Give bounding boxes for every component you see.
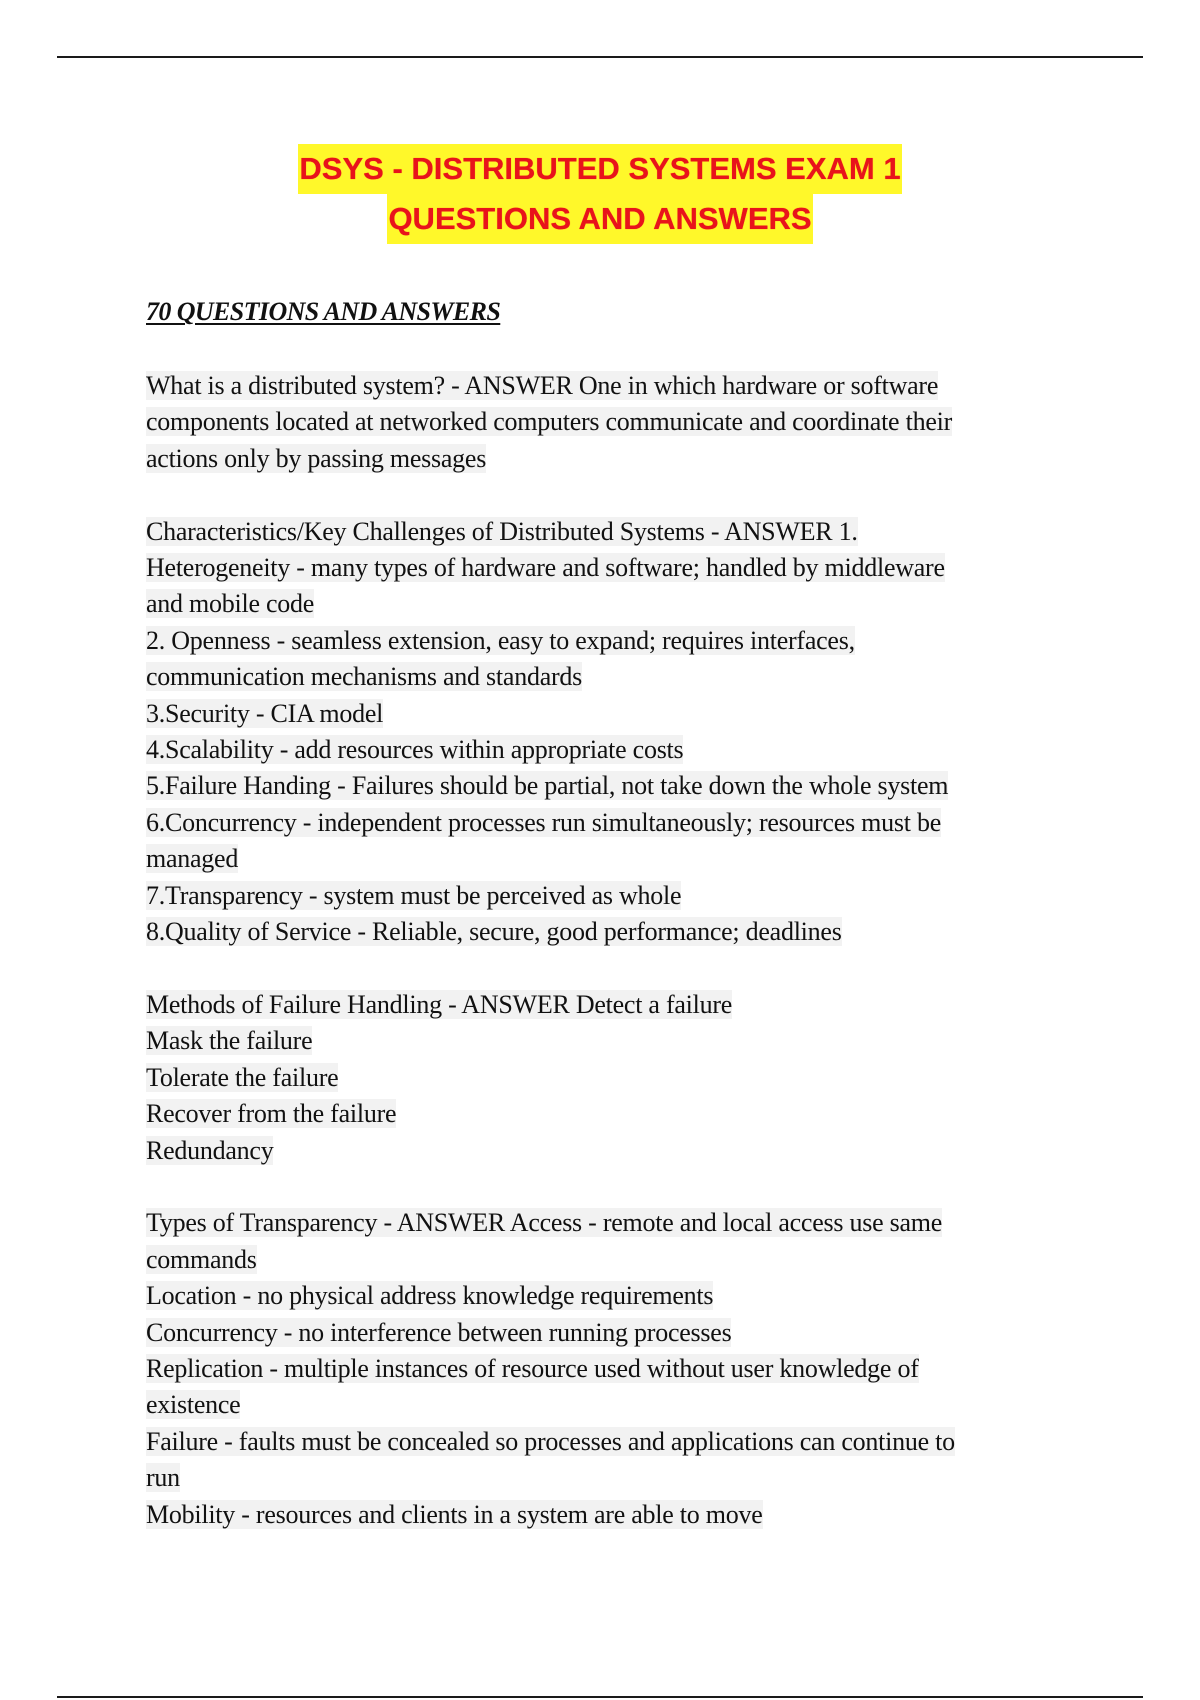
qa-line-text: 8.Quality of Service - Reliable, secure, good performance; deadlines	[146, 917, 842, 947]
qa-line-text: and mobile code	[146, 589, 315, 619]
qa-line-text: Heterogeneity - many types of hardware and software; handled by middleware	[146, 553, 945, 583]
qa-line-text: 5.Failure Handing - Failures should be partial, not take down the whole system	[146, 771, 949, 801]
qa-line	[146, 732, 1046, 768]
qa-line-text: 6.Concurrency - independent processes run simultaneously; resources must be	[146, 807, 941, 837]
qa-line	[146, 368, 1046, 404]
qa-line	[146, 1023, 1046, 1059]
qa-line	[146, 1497, 1046, 1533]
subheading: 70 QUESTIONS AND ANSWERS	[146, 297, 501, 326]
qa-line-text: Replication - multiple instances of resource used without user knowledge of	[146, 1353, 919, 1383]
qa-line	[146, 659, 1046, 695]
qa-line	[146, 805, 1046, 841]
qa-line-text: actions only by passing messages	[146, 443, 487, 473]
qa-line-text: Mask the failure	[146, 1026, 313, 1056]
qa-line	[146, 1387, 1046, 1423]
qa-line-text: components located at networked computers communicate and coordinate their	[146, 407, 952, 437]
qa-line-text: What is a distributed system? - ANSWER One in which hardware or software	[146, 371, 939, 400]
qa-block	[146, 368, 1046, 477]
qa-line-text: run	[146, 1463, 180, 1493]
top-rule	[57, 56, 1143, 58]
qa-line-text: Tolerate the failure	[146, 1062, 339, 1092]
qa-line-text: Concurrency - no interference between running processes	[146, 1317, 732, 1347]
bottom-rule	[57, 1696, 1143, 1698]
qa-line-text: Redundancy	[146, 1135, 274, 1165]
qa-block	[146, 987, 1046, 1169]
qa-line-text: Mobility - resources and clients in a system are able to move	[146, 1499, 763, 1529]
qa-line	[146, 1133, 1046, 1169]
qa-line	[146, 878, 1046, 914]
qa-line	[146, 550, 1046, 586]
qa-line	[146, 841, 1046, 877]
qa-line	[146, 768, 1046, 804]
qa-line	[146, 586, 1046, 622]
qa-block	[146, 1205, 1046, 1533]
qa-line-text: communication mechanisms and standards	[146, 662, 583, 692]
qa-line	[146, 1351, 1046, 1387]
qa-line	[146, 1460, 1046, 1496]
qa-line	[146, 1242, 1046, 1278]
qa-line-text: existence	[146, 1390, 241, 1420]
qa-line-text: 2. Openness - seamless extension, easy to expand; requires interfaces,	[146, 625, 855, 655]
title-line-2: QUESTIONS AND ANSWERS	[387, 194, 812, 244]
qa-line-text: managed	[146, 844, 239, 874]
qa-line-text: Failure - faults must be concealed so processes and applications can continue to	[146, 1426, 955, 1456]
qa-line	[146, 404, 1046, 440]
qa-line-text: 7.Transparency - system must be perceived as whole	[146, 880, 682, 910]
qa-block	[146, 514, 1046, 951]
qa-line	[146, 1060, 1046, 1096]
qa-line	[146, 514, 1046, 550]
qa-line	[146, 1424, 1046, 1460]
qa-line-text: Recover from the failure	[146, 1099, 397, 1129]
qa-line-text: Characteristics/Key Challenges of Distributed Systems - ANSWER 1.	[146, 516, 858, 546]
qa-line-text: Location - no physical address knowledge requirements	[146, 1281, 714, 1311]
qa-line	[146, 1315, 1046, 1351]
qa-line-text: Methods of Failure Handling - ANSWER Detect a failure	[146, 989, 733, 1019]
qa-line	[146, 987, 1046, 1023]
qa-line	[146, 914, 1046, 950]
qa-line	[146, 441, 1046, 477]
qa-line-text: Types of Transparency - ANSWER Access - remote and local access use same	[146, 1208, 943, 1238]
qa-line	[146, 1096, 1046, 1132]
document-body	[146, 292, 1046, 1569]
document-title	[0, 144, 1200, 244]
qa-line	[146, 696, 1046, 732]
qa-line	[146, 1205, 1046, 1241]
title-line-1: DSYS - DISTRIBUTED SYSTEMS EXAM 1	[298, 144, 901, 194]
qa-line	[146, 1278, 1046, 1314]
qa-list	[146, 368, 1046, 1533]
qa-line-text: 4.Scalability - add resources within appropriate costs	[146, 735, 684, 765]
qa-line-text: 3.Security - CIA model	[146, 698, 384, 728]
qa-line	[146, 623, 1046, 659]
qa-line-text: commands	[146, 1244, 257, 1274]
